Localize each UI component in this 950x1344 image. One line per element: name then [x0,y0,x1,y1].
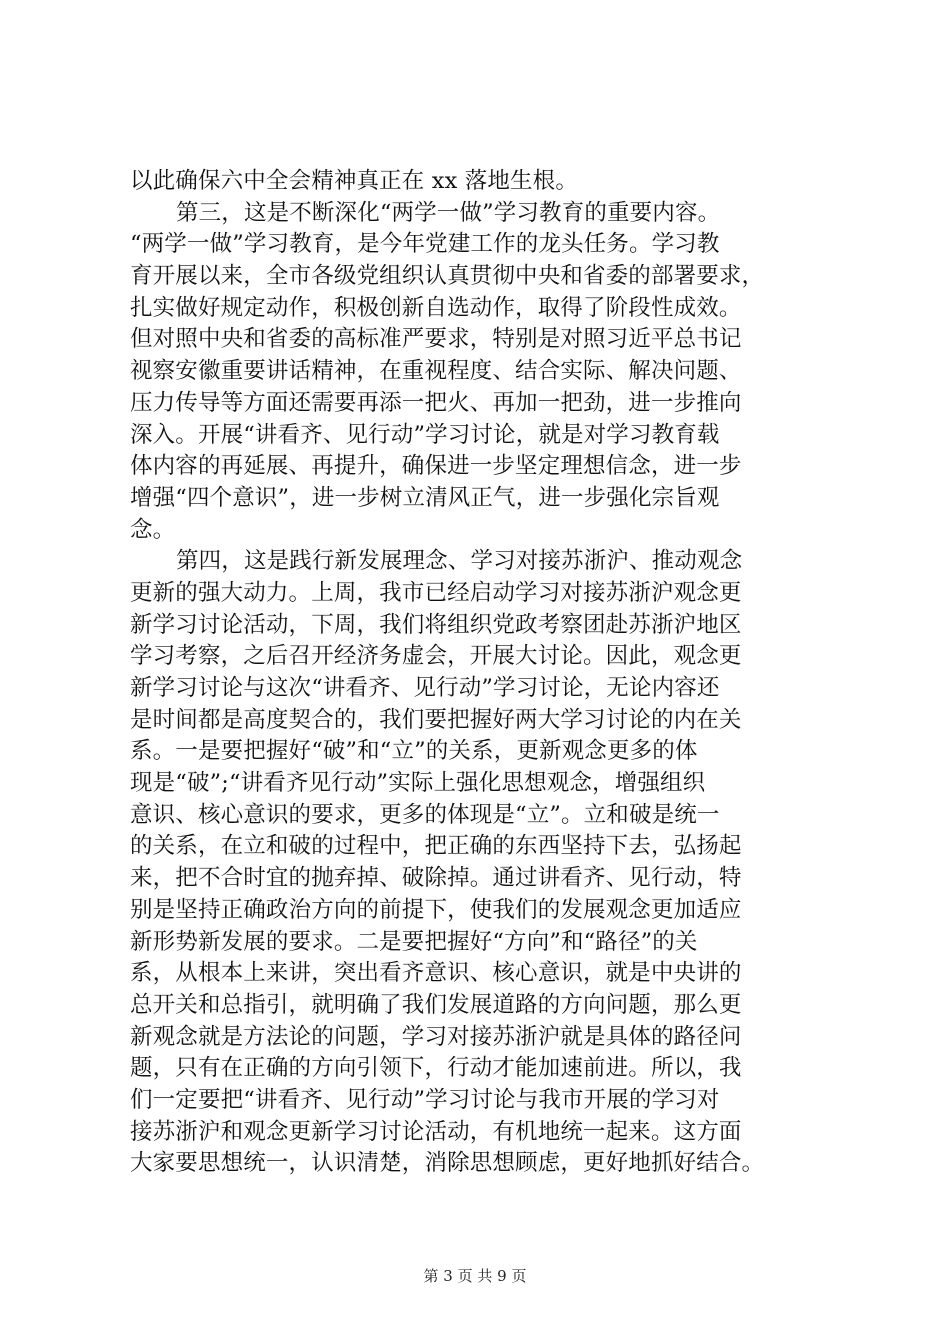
body-line: 系。一是要把握好“破”和“立”的关系，更新观念更多的体 [130,738,698,765]
paragraph-start-line: 第三，这是不断深化“两学一做”学习教育的重要内容。 [176,199,721,226]
body-line: 压力传导等方面还需要再添一把火、再加一把劲，进一步推向 [130,389,742,416]
body-line: 但对照中央和省委的高标准严要求，特别是对照习近平总书记 [130,326,742,353]
paragraph-start-line: 第四，这是践行新发展理念、学习对接苏浙沪、推动观念 [176,548,743,575]
body-line: 意识、核心意识的要求，更多的体现是“立”。立和破是统一 [130,801,720,828]
body-line: 以此确保六中全会精神真正在 xx 落地生根。 [130,168,578,194]
body-line: 大家要思想统一，认识清楚，消除思想顾虑，更好地抓好结合。 [130,1150,765,1177]
body-line: 题，只有在正确的方向引领下，行动才能加速前进。所以，我 [130,1055,742,1082]
document-body [130,166,842,1180]
page-number-footer: 第 3 页 共 9 页 [423,1267,527,1285]
body-line: 系，从根本上来讲，突出看齐意识、核心意识，就是中央讲的 [130,960,742,987]
body-line: 是时间都是高度契合的，我们要把握好两大学习讨论的内在关 [130,706,742,733]
body-line: 深入。开展“讲看齐、见行动”学习讨论，就是对学习教育载 [130,421,720,448]
body-line: 增强“四个意识”，进一步树立清风正气，进一步强化宗旨观 [130,484,720,511]
body-line: 新形势新发展的要求。二是要把握好“方向”和“路径”的关 [130,928,698,955]
body-line: 总开关和总指引，就明确了我们发展道路的方向问题，那么更 [130,991,742,1018]
body-line: 扎实做好规定动作，积极创新自选动作，取得了阶段性成效。 [130,294,742,321]
body-line: “两学一做”学习教育，是今年党建工作的龙头任务。学习教 [130,231,720,258]
body-line: 更新的强大动力。上周，我市已经启动学习对接苏浙沪观念更 [130,579,742,606]
body-line: 现是“破”;“讲看齐见行动”实际上强化思想观念，增强组织 [130,770,706,797]
body-line: 学习考察，之后召开经济务虚会，开展大讨论。因此，观念更 [130,643,742,670]
body-line: 新观念就是方法论的问题，学习对接苏浙沪就是具体的路径问 [130,1023,742,1050]
body-line: 来，把不合时宜的抛弃掉、破除掉。通过讲看齐、见行动，特 [130,865,742,892]
body-line: 新学习讨论活动，下周，我们将组织党政考察团赴苏浙沪地区 [130,611,742,638]
body-line: 新学习讨论与这次“讲看齐、见行动”学习讨论，无论内容还 [130,675,720,701]
body-line: 视察安徽重要讲话精神，在重视程度、结合实际、解决问题、 [130,358,742,385]
body-line: 体内容的再延展、再提升，确保进一步坚定理想信念，进一步 [130,453,742,480]
body-line: 们一定要把“讲看齐、见行动”学习讨论与我市开展的学习对 [130,1086,720,1113]
body-line: 念。 [130,516,176,543]
body-line: 接苏浙沪和观念更新学习讨论活动，有机地统一起来。这方面 [130,1118,742,1145]
body-line: 的关系，在立和破的过程中，把正确的东西坚持下去，弘扬起 [130,833,742,860]
body-line: 育开展以来，全市各级党组织认真贯彻中央和省委的部署要求， [130,263,765,290]
body-line: 别是坚持正确政治方向的前提下，使我们的发展观念更加适应 [130,896,742,923]
